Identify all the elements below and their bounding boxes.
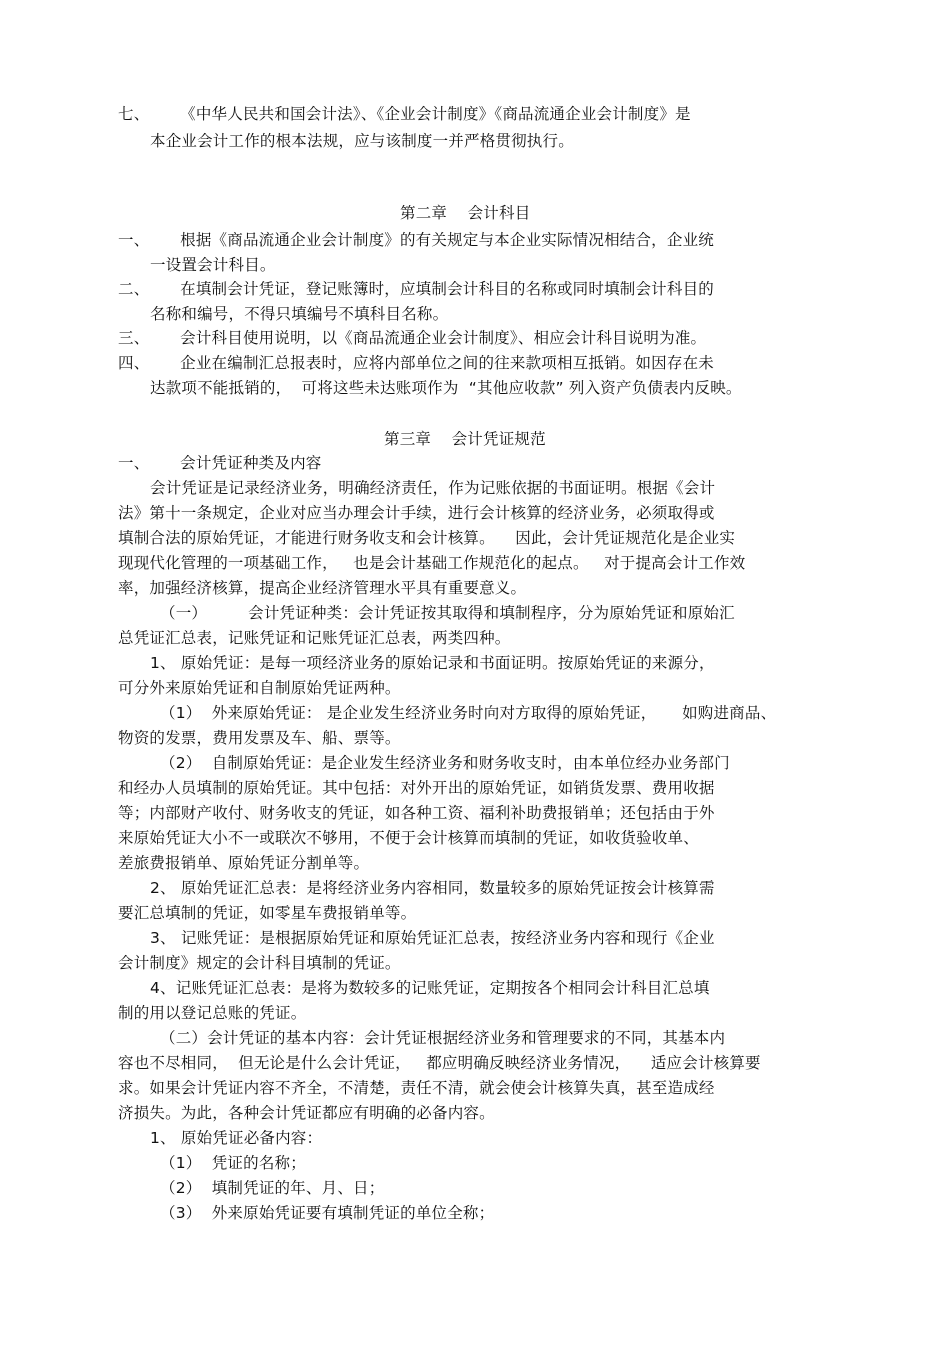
chapter2-item4-line2: 达款项不能抵销的， 可将这些未达账项作为 “其他应收款” 列入资产负债表内反映。	[150, 379, 742, 397]
paragraph-line: 会计凭证是记录经济业务，明确经济责任，作为记账依据的书面证明。根据《会计	[150, 479, 716, 497]
paragraph-line: 济损失。为此，各种会计凭证都应有明确的必备内容。	[118, 1104, 495, 1122]
paragraph-line: 2、 原始凭证汇总表：是将经济业务内容相同，数量较多的原始凭证按会计核算需	[150, 879, 715, 897]
paragraph-line: 填制合法的原始凭证，才能进行财务收支和会计核算。 因此，会计凭证规范化是企业实	[118, 529, 736, 547]
paragraph-line: 现现代化管理的一项基础工作， 也是会计基础工作规范化的起点。 对于提高会计工作效	[118, 554, 746, 572]
paragraph-line: 4、记账凭证汇总表：是将为数较多的记账凭证，定期按各个相同会计科目汇总填	[150, 979, 710, 997]
list-item: （2） 填制凭证的年、月、日；	[160, 1179, 385, 1197]
paragraph-line: （2） 自制原始凭证：是企业发生经济业务和财务收支时，由本单位经办业务部门	[160, 754, 730, 772]
chapter2-item2-line2: 名称和编号，不得只填编号不填科目名称。	[150, 305, 449, 323]
paragraph-line: 率，加强经济核算，提高企业经济管理水平具有重要意义。	[118, 579, 527, 597]
chapter2-item4-line1: 四、 企业在编制汇总报表时，应将内部单位之间的往来款项相互抵销。如因存在未	[118, 354, 714, 372]
chapter3-section1-title: 一、 会计凭证种类及内容	[118, 454, 322, 472]
paragraph-line: 差旅费报销单、原始凭证分割单等。	[118, 854, 370, 872]
paragraph-line: （二）会计凭证的基本内容：会计凭证根据经济业务和管理要求的不同，其基本内	[160, 1029, 726, 1047]
paragraph-line: 会计制度》规定的会计科目填制的凭证。	[118, 954, 401, 972]
list-item: （3） 外来原始凭证要有填制凭证的单位全称；	[160, 1204, 495, 1222]
paragraph-line: 要汇总填制的凭证，如零星车费报销单等。	[118, 904, 417, 922]
paragraph-line: 物资的发票，费用发票及车、船、票等。	[118, 729, 401, 747]
paragraph-line: 制的用以登记总账的凭证。	[118, 1004, 307, 1022]
chapter2-item1-line1: 一、 根据《商品流通企业会计制度》的有关规定与本企业实际情况相结合，企业统	[118, 231, 714, 249]
paragraph-line: 1、 原始凭证：是每一项经济业务的原始记录和书面证明。按原始凭证的来源分，	[150, 654, 715, 672]
paragraph-line: 求。如果会计凭证内容不齐全，不清楚，责任不清，就会使会计核算失真，甚至造成经	[118, 1079, 715, 1097]
paragraph-line: （1） 外来原始凭证： 是企业发生经济业务时向对方取得的原始凭证， 如购进商品、	[160, 704, 777, 722]
paragraph-line: 总凭证汇总表，记账凭证和记账凭证汇总表，两类四种。	[118, 629, 511, 647]
paragraph-line: 等；内部财产收付、财务收支的凭证，如各种工资、福利补助费报销单；还包括由于外	[118, 804, 715, 822]
paragraph-line: 法》第十一条规定，企业对应当办理会计手续，进行会计核算的经济业务，必须取得或	[118, 504, 715, 522]
chapter2-item2-line1: 二、 在填制会计凭证，登记账簿时，应填制会计科目的名称或同时填制会计科目的	[118, 280, 714, 298]
section7-line1: 七、 《中华人民共和国会计法》、《企业会计制度》《商品流通企业会计制度》是	[118, 105, 691, 123]
chapter3-title: 第三章 会计凭证规范	[384, 430, 546, 448]
list-item: 1、 原始凭证必备内容：	[150, 1129, 323, 1147]
chapter2-title: 第二章 会计科目	[400, 204, 531, 222]
paragraph-line: 来原始凭证大小不一或联次不够用，不便于会计核算而填制的凭证，如收货验收单、	[118, 829, 699, 847]
paragraph-line: 可分外来原始凭证和自制原始凭证两种。	[118, 679, 401, 697]
paragraph-line: 3、 记账凭证：是根据原始凭证和原始凭证汇总表，按经济业务内容和现行《企业	[150, 929, 715, 947]
paragraph-line: 和经办人员填制的原始凭证。其中包括：对外开出的原始凭证，如销货发票、费用收据	[118, 779, 715, 797]
list-item: （1） 凭证的名称；	[160, 1154, 306, 1172]
chapter2-item3: 三、 会计科目使用说明，以《商品流通企业会计制度》、相应会计科目说明为准。	[118, 329, 707, 347]
paragraph-line: 容也不尽相同， 但无论是什么会计凭证， 都应明确反映经济业务情况， 适应会计核算要	[118, 1054, 761, 1072]
chapter2-item1-line2: 一设置会计科目。	[150, 256, 276, 274]
section7-line2: 本企业会计工作的根本法规，应与该制度一并严格贯彻执行。	[150, 132, 574, 150]
paragraph-line: （一） 会计凭证种类：会计凭证按其取得和填制程序，分为原始凭证和原始汇	[160, 604, 735, 622]
